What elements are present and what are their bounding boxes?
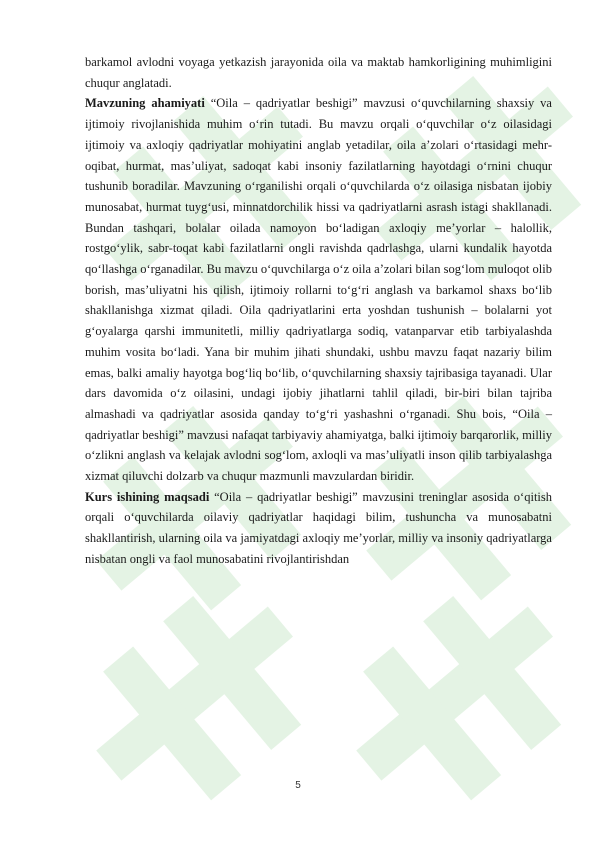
section-heading: Mavzuning ahamiyati <box>85 96 205 111</box>
paragraph-intro <box>85 52 552 93</box>
page-number: 5 <box>295 780 301 791</box>
paragraph-text: “Oila – qadriyatlar beshigi” mavzusini treninglar asosida o‘qitish orqali o‘quvchilarda oilaviy qadriyatlar haqidagi bilim, tushuncha va munosabatni shakllantirish, ularning oila va jamiyatdagi axloqiy me’yorlar, milliy va insoniy qadriyatlarga nisbatan ongli va faol munosabatini rivojlantirishdan <box>85 489 552 566</box>
paragraph-importance <box>85 93 552 486</box>
paragraph-text: “Oila – qadriyatlar beshigi” mavzusi o‘quvchilarning shaxsiy va ijtimoiy rivojlanishida muhim o‘rin tutadi. Bu mavzu orqali o‘quvchilar o‘z oilasidagi ijtimoiy va axloqiy qadriyatlar mohiyatini anglab yetadilar, oila a’zolari o‘rtasidagi mehr-oqibat, hurmat, mas’uliyat, sadoqat kabi insoniy fazilatlarning hayotdagi o‘rnini chuqur tushunib boradilar. Mavzuning o‘rganilishi orqali o‘quvchilarda o‘z oilasiga nisbatan ijobiy munosabat, hurmat tuyg‘usi, minnatdorchilik hissi va qadriyatlarni asrash istagi shakllanadi. Bundan tashqari, bolalar oilada namoyon bo‘ladigan axloqiy me’yorlar – halollik, rostgo‘ylik, sabr-toqat kabi fazilatlarni ongli ravishda qadrlashga, ularni kundalik hayotda qo‘llashga o‘rganadilar. Bu mavzu o‘quvchilarga o‘z oila a’zolari bilan sog‘lom muloqot olib borish, mas’uliyatni his qilish, ijtimoiy rollarni to‘g‘ri anglash va barkamol shaxs bo‘lib shakllanishga xizmat qiladi. Oila qadriyatlarini erta yoshdan tushunish – bolalarni yot g‘oyalarga qarshi immunitetli, milliy qadriyatlarga sodiq, vatanparvar etib tarbiyalashda muhim vosita bo‘ladi. Yana bir muhim jihati shundaki, ushbu mavzu faqat nazariy bilim emas, balki amaliy hayotga bog‘liq bo‘lib, o‘quvchilarning shaxsiy tajribasiga tayanadi. Ular dars davomida o‘z oilasini, undagi ijobiy jihatlarni tahlil qiladi, bir-biri bilan tajriba almashadi va qadriyatlar asosida qanday to‘g‘ri yashashni o‘rganadi. Shu bois, “Oila – qadriyatlar beshigi” mavzusi nafaqat tarbiyaviy ahamiyatga, balki ijtimoiy barqarorlik, milliy o‘zlikni anglash va kelajak avlodni sog‘lom, axloqli va mas’uliyatli inson qilib tarbiyalashga xizmat qiluvchi dolzarb va chuqur mazmunli mavzulardan biridir. <box>85 96 552 484</box>
paragraph-text: barkamol avlodni voyaga yetkazish jarayonida oila va maktab hamkorligining muhimligini chuqur anglatadi. <box>85 55 552 90</box>
logo-watermark-icon <box>320 560 596 840</box>
section-heading: Kurs ishining maqsadi <box>85 489 210 504</box>
logo-watermark-icon <box>60 560 340 840</box>
paragraph-goal <box>85 487 552 570</box>
document-body <box>85 52 552 570</box>
